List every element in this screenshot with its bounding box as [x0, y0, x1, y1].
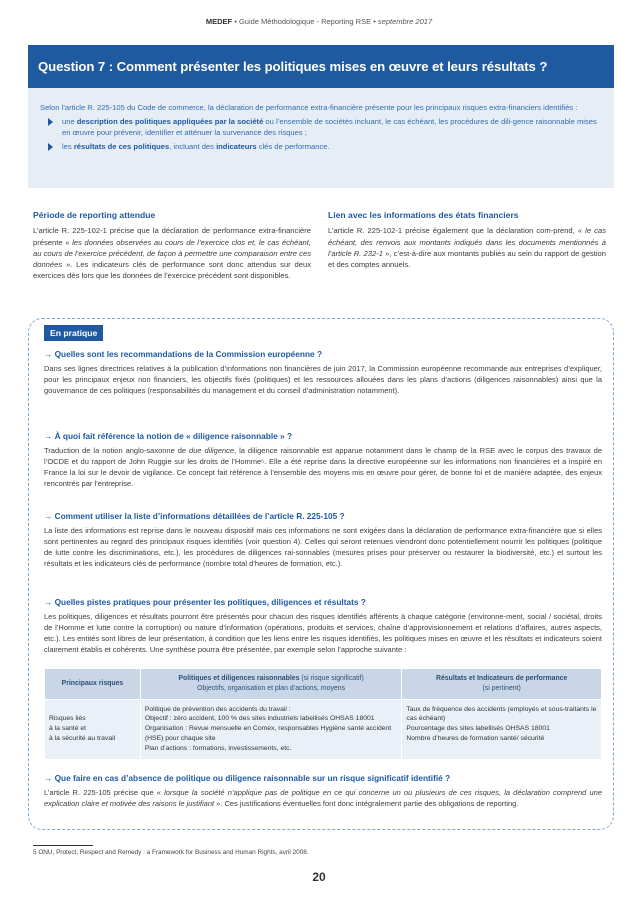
cell-line: Politique de prévention des accidents du travail :	[144, 705, 291, 713]
page-number: 20	[312, 870, 326, 884]
faq-question: → Quelles pistes pratiques pour présenter les politiques, diligences et résultats ?	[44, 597, 366, 607]
cell-line: Pourcentage des sites labellisés OHSAS 18001	[406, 725, 550, 733]
faq-question: → Comment utiliser la liste d’informations détaillées de l’article R. 225-105 ?	[44, 511, 345, 521]
faq-item-practical	[44, 597, 602, 655]
faq-answer	[44, 445, 602, 489]
bullet-bold: description des politiques appliquées par la société	[76, 117, 264, 126]
footnote: 5 ONU, Protect, Respect and Remedy : a Framework for Business and Human Rights, avril 2008.	[33, 849, 309, 856]
bullet-text: une	[62, 117, 77, 126]
faq-item-commission	[44, 349, 602, 396]
header-brand: MEDEF	[205, 17, 233, 26]
header-date: septembre 2017	[377, 17, 433, 26]
faq-item-diligence	[44, 431, 602, 489]
header-bold: Politiques et diligences raisonnables	[178, 675, 300, 682]
quote: lorsque la société n’applique pas de politique en ce qui concerne un ou plusieurs de ces risques, la déclaration comprend une explication claire et motivée des raisons le justifiant	[44, 788, 602, 808]
header-bold: Résultats et Indicateurs de performance	[435, 675, 568, 682]
header-note: (si risque significatif)	[299, 675, 364, 682]
intro-text: Selon l’article R. 225-105 du Code de commerce, la déclaration de performance extra-financière présente pour les principaux risques extra-financiers identifiés :	[40, 103, 578, 112]
triangle-bullet-icon	[48, 118, 53, 126]
header-guide-title: Guide Méthodologique - Reporting RSE	[238, 17, 372, 26]
bullet-text: ou l’ensemble de sociétés incluant, le cas échéant, les procédures de dili-gence raisonnable mises en œuvre pour prévenir, identifier et atténuer la survenance des risques ;	[62, 117, 597, 137]
cell-line: Nombre d’heures de formation santé/ sécurité	[406, 734, 545, 742]
synthesis-table	[44, 668, 602, 760]
text: Traduction de la notion anglo-saxonne de	[44, 446, 190, 455]
faq-answer: Les politiques, diligences et résultats pourront être présentés pour chacun des risques identifiés afférents à chaque catégorie (environne-ment, social / sociétal, droits de l’Homme et lutte contre la corruption) ou nature d’information (opérations, produits et services, chaîne d’approvisionnement et relations d’affaires, autres aspects, etc.). Les entités sont libres de leur présentation, à condition que les liens entre les risques identifiés, les politiques mises en œuvre et les résultats et indicateurs soient clairement établis et cohérents. Une synthèse pourra être présentée, par exemple selon l’approche suivante :	[44, 612, 602, 654]
financial-link-section	[328, 210, 606, 270]
cell-line: Risques liés	[49, 715, 86, 723]
faq-answer: Dans ses lignes directrices relatives à la publication d’informations non financières de juin 2017, la Commission européenne recommande aux entreprises d’expliquer, pour les principaux enjeux non financiers, les objectifs fixés (politiques) et les ressources allouées dans les plans d’actions (diligences raisonnables) ainsi que la gouvernance de ces politiques (responsabilités du management et du conseil d’administration notamment).	[44, 364, 602, 395]
faq-question: → Que faire en cas d’absence de politique ou diligence raisonnable sur un risque significatif identifié ?	[44, 773, 451, 783]
bullet-text: les	[62, 142, 74, 151]
cell-line: Plan d’actions : formations, investissements, etc.	[144, 744, 292, 752]
text: , la diligence raisonnable est apparue notamment dans le champ de la RSE avec le corpus des travaux de l’OCDE et du rapport de John Ruggie sur les droits de l’Homme⁵. Elle a été reprise dans la directive européenne sur les informations non financières et a inspiré en France la loi sur le devoir de vigilance. Ce concept fait référence à l’ensemble des moyens mis en œuvre pour gérer, de bonne foi et de manière adaptée, des enjeux rencontrés par l’entreprise.	[44, 446, 603, 488]
bullet-bold: résultats de ces politiques	[73, 142, 170, 151]
reporting-period-section	[33, 210, 311, 282]
cell-line: Organisation : Revue mensuelle en Comex, responsables Hygiène santé accident (HSE) pour chaque site	[144, 725, 392, 742]
section-heading: Période de reporting attendue	[33, 210, 156, 220]
header-sub: Objectifs, organisation et plan d’actions, moyens	[197, 684, 346, 692]
section-heading: Lien avec les informations des états financiers	[328, 210, 519, 220]
header-separator: •	[232, 17, 239, 26]
faq-item-article-list	[44, 511, 602, 569]
practice-tag: En pratique	[44, 325, 103, 341]
question-title: Question 7 : Comment présenter les politiques mises en œuvre et leurs résultats ?	[28, 45, 614, 88]
table-header-row	[45, 669, 602, 700]
text: L’article R. 225-105 précise que «	[44, 788, 165, 797]
intro-box	[28, 88, 614, 188]
bullet-text: clés de performance.	[256, 142, 330, 151]
text: L’article R. 225-102-1 précise que la déclaration de performance extra-financière présente «	[33, 226, 311, 247]
text: L’article R. 225-102-1 précise également que la déclaration com-prend, «	[328, 226, 586, 236]
triangle-bullet-icon	[48, 143, 53, 151]
footnote-divider	[33, 845, 93, 846]
header-sub: (si pertinent)	[482, 684, 521, 692]
intro-bullet	[48, 116, 602, 138]
column-header-results	[402, 669, 602, 700]
cell-policy	[140, 699, 401, 759]
faq-item-absence	[44, 773, 602, 809]
text: ». Ces justifications éventuelles font donc intégralement partie des obligations de reporting.	[214, 799, 519, 808]
quote: le cas échéant, des renvois aux montants indiqués dans les documents mentionnés à l’article R. 232-1	[328, 226, 606, 258]
faq-question: → Quelles sont les recommandations de la Commission européenne ?	[44, 349, 323, 359]
running-header	[0, 17, 638, 26]
term: due diligence	[189, 446, 235, 455]
table-row	[45, 699, 602, 759]
bullet-bold: indicateurs	[216, 142, 257, 151]
cell-line: Taux de fréquence des accidents (employés et sous-traitants le cas échéant)	[406, 705, 597, 723]
text: », c’est-à-dire aux montants publiés au sein du rapport de gestion et des comptes annuels.	[328, 248, 606, 270]
column-header-risks: Principaux risques	[45, 669, 141, 700]
section-text	[33, 225, 311, 281]
intro-bullet	[48, 141, 602, 152]
bullet-text: , incluant des	[169, 142, 217, 151]
faq-question: → À quoi fait référence la notion de « diligence raisonnable » ?	[44, 431, 293, 441]
section-text	[328, 225, 606, 270]
cell-line: Objectif : zéro accident, 100 % des sites industriels labellisés OHSAS 18001	[144, 715, 375, 723]
text: ». Les indicateurs clés de performance sont donc attendus sur deux exercices dès lors que les données de l’exercice précédent sont disponibles.	[33, 260, 311, 281]
cell-line: à la santé et	[49, 725, 87, 733]
cell-results	[402, 699, 602, 759]
cell-line: à la sécurité au travail	[49, 734, 116, 742]
quote: les données observées au cours de l’exercice clos et, le cas échéant, au cours de l’exercice précédent, de façon à permettre une comparaison entre ces données	[33, 237, 311, 270]
faq-answer	[44, 787, 602, 809]
column-header-policies	[140, 669, 401, 700]
header-separator: •	[371, 17, 378, 26]
cell-risk	[45, 699, 141, 759]
faq-answer: La liste des informations est reprise dans le nouveau dispositif mais ces informations ne sont exigées dans la déclaration de performance extra-financière que si elles sont pertinentes au regard des principaux risques identifiés (voir question 4). Celles qui seront retenues viendront donc potentiellement nourrir les politiques (politique de lutte contre les discriminations, etc.), les procédures de diligences rai-sonnables (mesures prises pour préserver ou restaurer la biodiversité, etc.) et surtout les résultats et les indicateurs clés de performance (nombre total d’heures de formation, etc.).	[44, 526, 602, 568]
